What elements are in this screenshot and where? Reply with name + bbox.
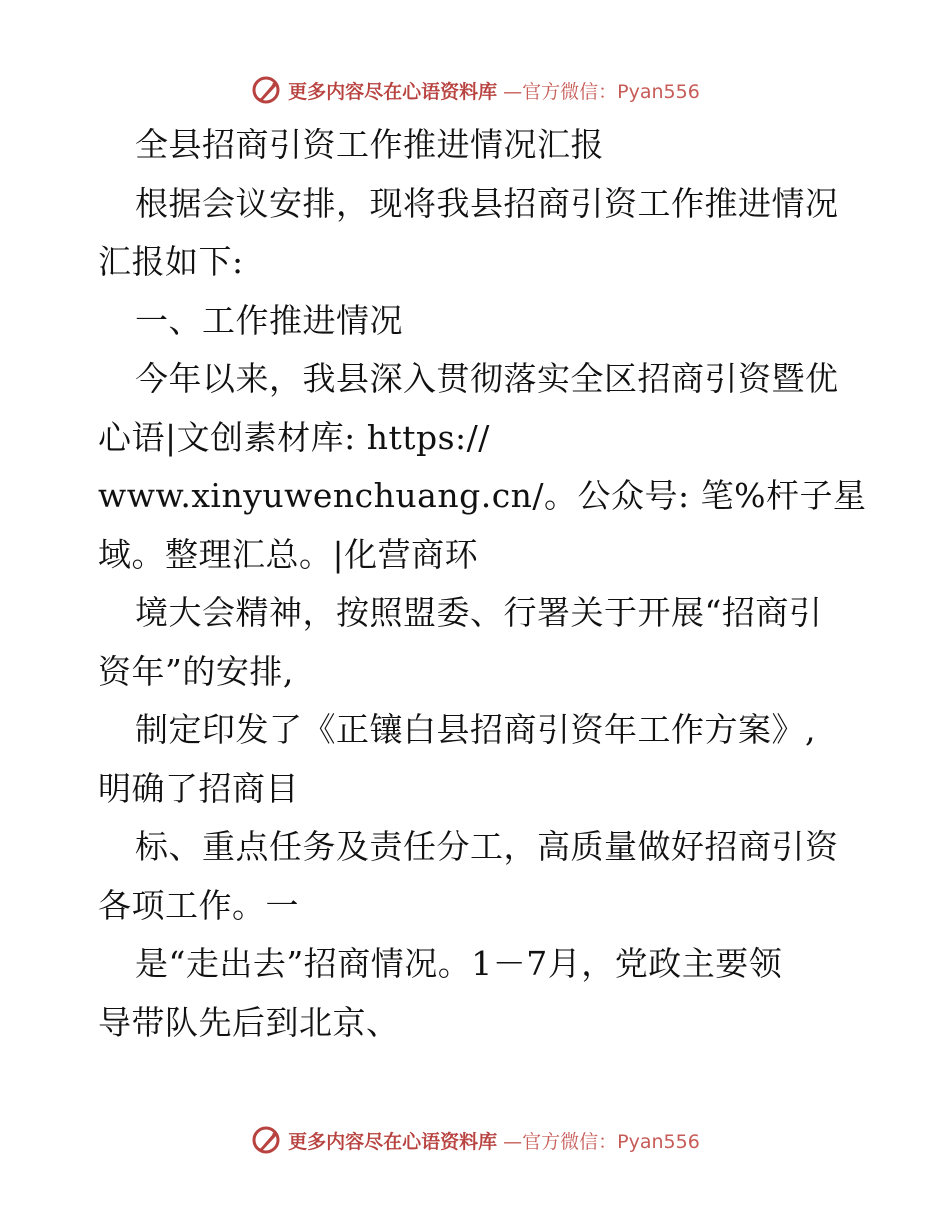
watermark-brand: 更多内容尽在心语资料库 bbox=[288, 1130, 498, 1153]
paragraph-line: 境大会精神，按照盟委、行署关于开展“招商引 bbox=[135, 593, 823, 632]
paragraph-line: 导带队先后到北京、 bbox=[98, 1002, 400, 1042]
paragraph-line: 域。整理汇总。|化营商环 bbox=[98, 534, 479, 574]
paragraph-line: 资年”的安排, bbox=[98, 651, 294, 691]
document-title: 全县招商引资工作推进情况汇报 bbox=[135, 125, 604, 164]
header-watermark bbox=[0, 72, 950, 108]
paragraph-line: 根据会议安排，现将我县招商引资工作推进情况 bbox=[135, 183, 839, 223]
footer-watermark bbox=[0, 1122, 950, 1158]
paragraph-line: 制定印发了《正镶白县招商引资年工作方案》, bbox=[135, 710, 816, 749]
paragraph-line: 心语|文创素材库: https:// bbox=[98, 417, 490, 457]
paragraph-line: 今年以来，我县深入贯彻落实全区招商引资暨优 bbox=[135, 359, 839, 398]
paragraph-line: 明确了招商目 bbox=[98, 768, 299, 808]
watermark-brand: 更多内容尽在心语资料库 bbox=[288, 80, 498, 103]
paragraph-line: 各项工作。一 bbox=[98, 885, 299, 925]
paragraph-line: 汇报如下: bbox=[98, 242, 244, 281]
section-heading: 一、工作推进情况 bbox=[135, 300, 403, 340]
document-body bbox=[98, 116, 867, 1052]
paragraph-line: 是“走出去”招商情况。1－7月，党政主要领 bbox=[135, 944, 783, 983]
paragraph-line: 标、重点任务及责任分工，高质量做好招商引资 bbox=[135, 827, 839, 866]
quill-logo-icon bbox=[250, 1124, 282, 1156]
watermark-wechat: —官方微信：Pyan556 bbox=[503, 1130, 700, 1153]
quill-logo-icon bbox=[250, 74, 282, 106]
watermark-wechat: —官方微信：Pyan556 bbox=[503, 80, 700, 103]
paragraph-line: www.xinyuwenchuang.cn/。公众号: 笔%杆子星 bbox=[98, 476, 867, 515]
